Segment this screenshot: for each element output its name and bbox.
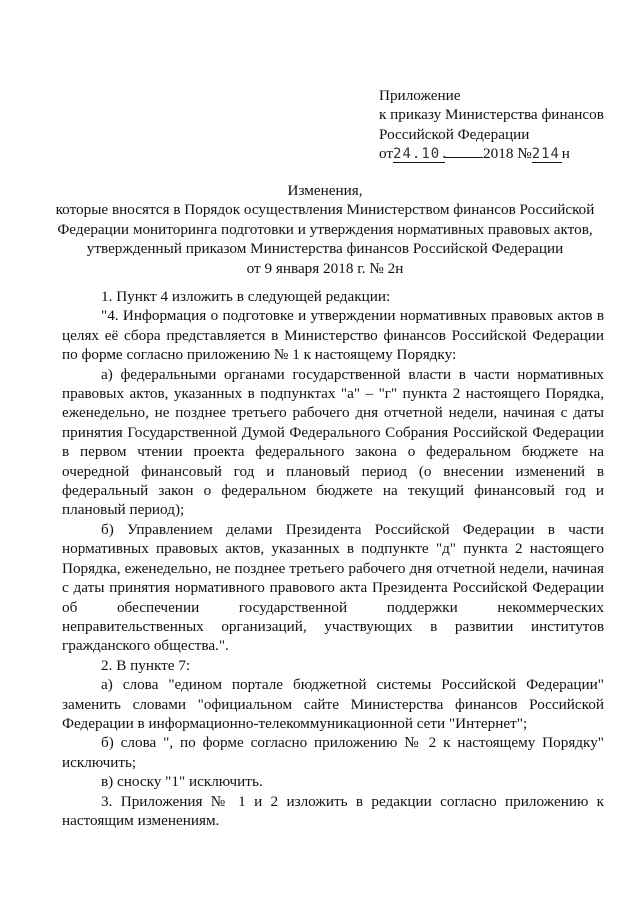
- document-title: [40, 181, 610, 278]
- ministry-country: Российской Федерации: [379, 125, 530, 143]
- title-line-5: от 9 января 2018 г. № 2н: [246, 259, 404, 277]
- appendix-header: [379, 86, 629, 164]
- paragraph-item-2a: а) слова "едином портале бюджетной системы Российской Федерации" заменить словами "официальном сайте Министерства финансов Российской Федерации в информационно-телекоммуникационной сети "Интернет";: [62, 676, 604, 732]
- handwritten-date: 24.10.: [393, 146, 450, 163]
- order-reference: к приказу Министерства финансов: [379, 106, 604, 124]
- appendix-label: Приложение: [379, 87, 461, 104]
- paragraph-subitem-a: а) федеральными органами государственной власти в части нормативных правовых актов, указанных в подпунктах "а" – "г" пункта 2 настоящего Порядка, еженедельно, не позднее третьего рабочего дня отчетной недели, начиная с даты принятия Государственной Думой Федерального Собрания Российской Федерации в первом чтении проекта федерального закона о федеральном бюджете на очередной финансовый год и плановый период (о внесении изменений в федеральный закон о федеральном бюджете на текущий финансовый год и плановый период);: [62, 365, 604, 519]
- document-body: [62, 287, 604, 830]
- date-blank-line: [445, 157, 483, 158]
- order-number-suffix: н: [561, 145, 570, 163]
- paragraph-item-3: 3. Приложения № 1 и 2 изложить в редакции согласно приложению к настоящим изменениям.: [62, 792, 604, 829]
- date-prefix: от: [379, 145, 394, 163]
- order-date-number-line: [379, 144, 629, 163]
- title-line-3: Федерации мониторинга подготовки и утверждения нормативных правовых актов,: [57, 220, 593, 238]
- handwritten-number: 214: [531, 146, 560, 163]
- paragraph-item-1: 1. Пункт 4 изложить в следующей редакции:: [101, 288, 391, 305]
- order-year: 2018 №: [483, 145, 532, 163]
- title-line-1: Изменения,: [287, 182, 363, 199]
- paragraph-item-2b: б) слова ", по форме согласно приложению № 2 к настоящему Порядку" исключить;: [62, 734, 604, 771]
- title-line-2: которые вносятся в Порядок осуществления Министерством финансов Российской: [55, 201, 595, 219]
- paragraph-item-2c: в) сноску "1" исключить.: [101, 773, 263, 791]
- title-line-4: утвержденный приказом Министерства финансов Российской Федерации: [86, 240, 564, 258]
- paragraph-subitem-b: б) Управлением делами Президента Российской Федерации в части нормативных правовых актов, указанных в подпункте "д" пункта 2 настоящего Порядка, еженедельно, не позднее третьего рабочего дня отчетной недели, начиная с даты принятия нормативного правового акта Президента Российской Федерации об обеспечении государственной поддержки некоммерческих неправительственных организаций, участвующих в развитии институтов гражданского общества.".: [62, 520, 604, 655]
- paragraph-item-2: 2. В пункте 7:: [101, 656, 191, 674]
- paragraph-point-4: "4. Информация о подготовке и утверждении нормативных правовых актов в целях её сбора представляется в Министерство финансов Российской Федерации по форме согласно приложению № 1 к настоящему Порядку:: [62, 307, 604, 364]
